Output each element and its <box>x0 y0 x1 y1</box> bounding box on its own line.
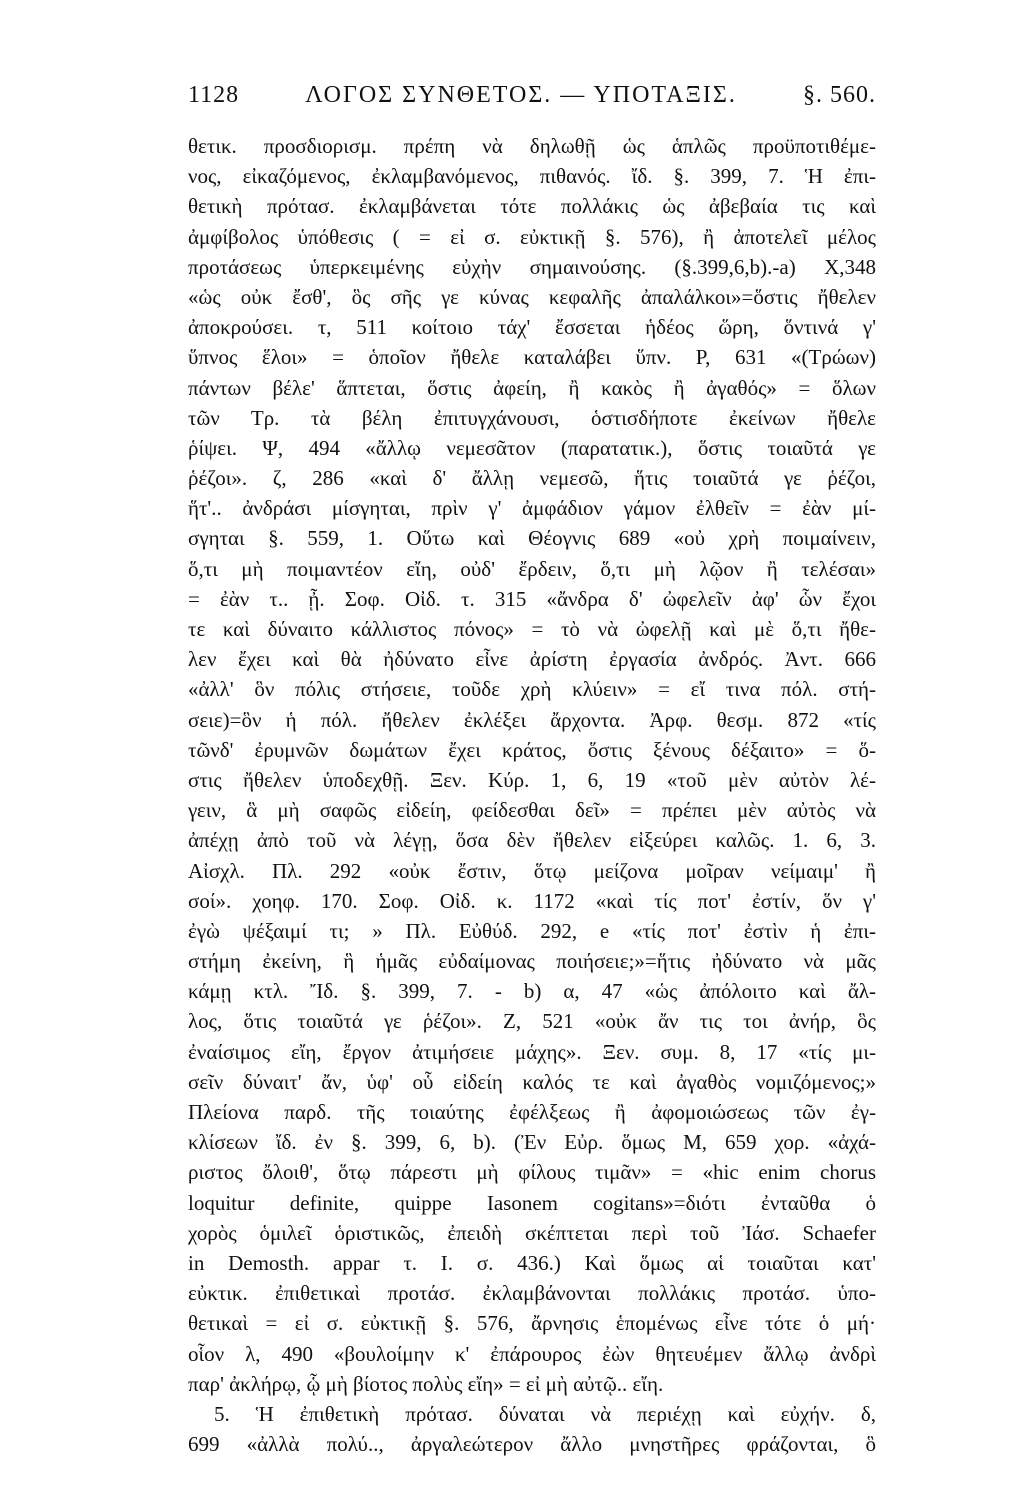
text-line: ἀπέχῃ ἀπὸ τοῦ νὰ λέγῃ, ὅσα δὲν ἤθελεν εἰξεύρει καλῶς. 1. 6, 3. <box>188 828 876 853</box>
text-line: χορὸς ὁμιλεῖ ὁριστικῶς, ἐπειδὴ σκέπτεται περὶ τοῦ Ἰάσ. Schaefer <box>188 1220 876 1245</box>
text-line: ῥίψει. Ψ, 494 «ἄλλῳ νεμεσᾶτον (παρατατικ.), ὅστις τοιαῦτά γε <box>188 435 876 460</box>
text-line: παρ' ἀκλήρῳ, ᾧ μὴ βίοτος πολὺς εἴη» = εἰ μὴ αὐτῷ.. εἴη. <box>188 1371 664 1396</box>
text-line: κάμῃ κτλ. Ἴδ. §. 399, 7. - b) α, 47 «ὡς ἀπόλοιτο καὶ ἄλ- <box>188 979 876 1004</box>
text-line: ριστος ὄλοιθ', ὅτῳ πάρεστι μὴ φίλους τιμᾶν» = «hic enim chorus <box>188 1160 876 1185</box>
running-title: ΛΟΓΟΣ ΣΥΝΘΕΤΟΣ. — ΥΠΟΤΑΞΙΣ. <box>305 82 737 108</box>
text-line: 5. Ἡ ἐπιθετικὴ πρότασ. δύναται νὰ περιέχῃ καὶ εὐχήν. δ, <box>214 1401 876 1426</box>
text-line: οἷον λ, 490 «βουλοίμην κ' ἐπάρουρος ἐὼν θητευέμεν ἄλλῳ ἀνδρὶ <box>188 1341 876 1366</box>
text-line: ὕπνος ἕλοι» = ὁποῖον ἤθελε καταλάβει ὕπν. Ρ, 631 «(Τρώων) <box>188 345 876 370</box>
text-line: Αἰσχλ. Πλ. 292 «οὐκ ἔστιν, ὅτῳ μείζονα μοῖραν νείμαιμ' ἢ <box>188 858 876 883</box>
text-line: ἀποκρούσει. τ, 511 κοίτοιο τάχ' ἔσσεται ἡδέος ὥρη, ὅντινά γ' <box>188 315 876 340</box>
text-line: λος, ὅτις τοιαῦτά γε ῥέζοι». Ζ, 521 «οὐκ ἄν τις τοι ἀνήρ, ὃς <box>188 1009 876 1034</box>
text-line: στις ἤθελεν ὑποδεχθῇ. Ξεν. Κύρ. 1, 6, 19 «τοῦ μὲν αὐτὸν λέ- <box>188 767 876 792</box>
text-line: ῥέζοι». ζ, 286 «καὶ δ' ἄλλῃ νεμεσῶ, ἥτις τοιαῦτά γε ῥέζοι, <box>188 466 876 491</box>
text-line: στήμη ἐκείνη, ἣ ἡμᾶς εὐδαίμονας ποιήσειε;»=ἥτις ἠδύνατο νὰ μᾶς <box>188 949 876 974</box>
text-line: θετικὴ πρότασ. ἐκλαμβάνεται τότε πολλάκις ὡς ἀβεβαία τις καὶ <box>188 194 876 219</box>
text-line: κλίσεων ἴδ. ἐν §. 399, 6, b). (Ἐν Εὐρ. ὅμως Μ, 659 χορ. «ἀχά- <box>188 1130 876 1155</box>
text-line: σοί». χοηφ. 170. Σοφ. Οἰδ. κ. 1172 «καὶ τίς ποτ' ἐστίν, ὅν γ' <box>188 888 876 913</box>
text-body <box>188 131 876 1459</box>
text-line: ἐναίσιμος εἴη, ἔργον ἀτιμήσειε μάχης». Ξεν. συμ. 8, 17 «τίς μι- <box>188 1039 876 1064</box>
text-line: Πλείονα παρδ. τῆς τοιαύτης ἐφέλξεως ἢ ἀφομοιώσεως τῶν ἐγ- <box>188 1100 876 1124</box>
text-line: loquitur definite, quippe Iasonem cogitans»=διότι ἐνταῦθα ὁ <box>188 1190 876 1215</box>
text-line: τῶνδ' ἐρυμνῶν δωμάτων ἔχει κράτος, ὅστις ξένους δέξαιτο» = ὅ- <box>188 737 876 762</box>
text-line: εὐκτικ. ἐπιθετικαὶ προτάσ. ἐκλαμβάνονται πολλάκις προτάσ. ὑπο- <box>188 1281 876 1306</box>
running-header <box>188 82 876 109</box>
text-line: ἀμφίβολος ὑπόθεσις ( = εἰ σ. εὐκτικῇ §. 576), ἢ ἀποτελεῖ μέλος <box>188 224 876 249</box>
text-line: πάντων βέλε' ἅπτεται, ὅστις ἀφείη, ἢ κακὸς ἢ ἀγαθός» = ὅλων <box>188 375 876 400</box>
text-line: τῶν Τρ. τὰ βέλη ἐπιτυγχάνουσι, ὁστισδήποτε ἐκείνων ἤθελε <box>188 405 876 430</box>
text-line: σειε)=ὃν ἡ πόλ. ἤθελεν ἐκλέξει ἄρχοντα. Ἀρφ. θεσμ. 872 «τίς <box>188 707 876 732</box>
text-line: σγηται §. 559, 1. Οὕτω καὶ Θέογνις 689 «οὐ χρὴ ποιμαίνειν, <box>188 526 876 551</box>
text-line: = ἐὰν τ.. ᾖ. Σοφ. Οἰδ. τ. 315 «ἄνδρα δ' ὠφελεῖν ἀφ' ὧν ἔχοι <box>188 586 876 611</box>
text-line: in Demosth. appar τ. I. σ. 436.) Καὶ ὅμως αἱ τοιαῦται κατ' <box>188 1250 876 1275</box>
text-line: θετικαὶ = εἰ σ. εὐκτικῇ §. 576, ἄρνησις ἑπομένως εἶνε τότε ὁ μή· <box>188 1311 876 1336</box>
section-number: §. 560. <box>802 82 876 108</box>
text-line: ὅ,τι μὴ ποιμαντέον εἴη, οὐδ' ἔρδειν, ὅ,τι μὴ λῷον ἢ τελέσαι» <box>188 556 876 581</box>
text-line: γειν, ἃ μὴ σαφῶς εἰδείη, φείδεσθαι δεῖ» = πρέπει μὲν αὐτὸς νὰ <box>188 798 876 823</box>
text-line: ἐγὼ ψέξαιμί τι; » Πλ. Εὐθύδ. 292, e «τίς ποτ' ἐστὶν ἡ ἐπι- <box>188 918 876 943</box>
text-line: τε καὶ δύναιτο κάλλιστος πόνος» = τὸ νὰ ὠφελῇ καὶ μὲ ὅ,τι ἤθε- <box>188 617 876 641</box>
text-line: «ὡς οὐκ ἔσθ', ὃς σῆς γε κύνας κεφαλῆς ἀπαλάλκοι»=ὅστις ἤθελεν <box>188 284 876 309</box>
text-line: θετικ. προσδιορισμ. πρέπη νὰ δηλωθῇ ὡς ἁπλῶς προϋποτιθέμε- <box>188 134 876 158</box>
text-line: προτάσεως ὑπερκειμένης εὐχὴν σημαινούσης. (§.399,6,b).-a) Χ,348 <box>188 254 876 279</box>
text-line: «ἀλλ' ὃν πόλις στήσειε, τοῦδε χρὴ κλύειν» = εἴ τινα πόλ. στή- <box>188 677 876 702</box>
text-line: σεῖν δύναιτ' ἄν, ὑφ' οὗ εἰδείη καλός τε καὶ ἀγαθὸς νομιζόμενος;» <box>188 1069 876 1094</box>
text-line: λεν ἔχει καὶ θὰ ἠδύνατο εἶνε ἀρίστη ἐργασία ἀνδρός. Ἀντ. 666 <box>188 647 876 672</box>
page-number: 1128 <box>188 82 240 108</box>
text-line: 699 «ἀλλὰ πολύ.., ἀργαλεώτερον ἄλλο μνηστῆρες φράζονται, ὃ <box>188 1432 876 1457</box>
text-line: νος, εἰκαζόμενος, ἐκλαμβανόμενος, πιθανός. ἴδ. §. 399, 7. Ἡ ἐπι- <box>188 164 876 189</box>
text-line: ἥτ'.. ἀνδράσι μίσγηται, πρὶν γ' ἀμφάδιον γάμον ἐλθεῖν = ἐὰν μί- <box>188 496 876 521</box>
